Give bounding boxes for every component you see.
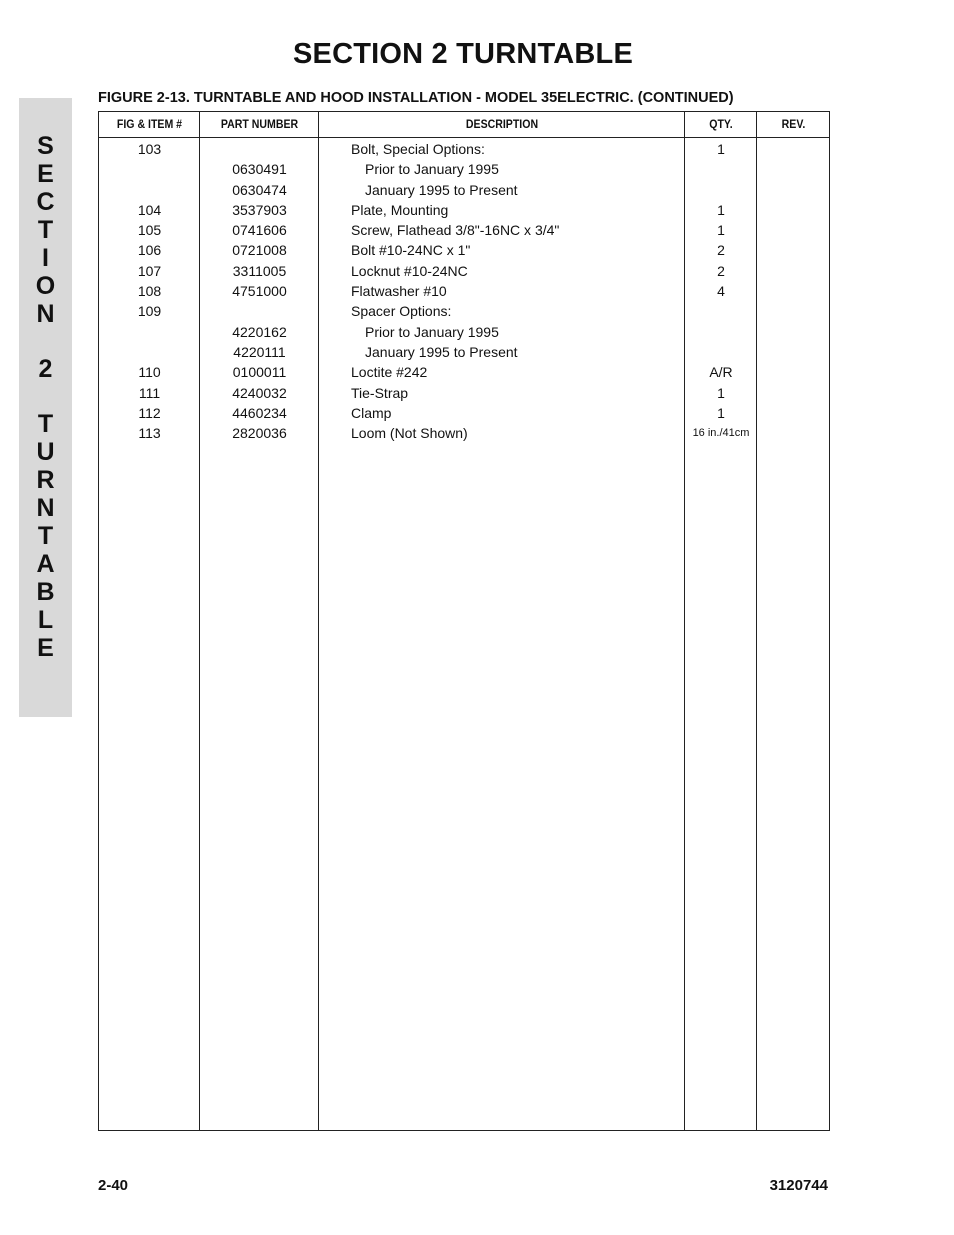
cell-part-number: 4220162 <box>232 323 287 340</box>
cell-part-number <box>200 139 319 159</box>
cell-item-number: 110 <box>138 364 161 381</box>
table-row <box>99 362 829 382</box>
table-row <box>99 281 829 301</box>
cell-item-number: 104 <box>137 201 162 218</box>
cell-quantity: A/R <box>709 364 733 381</box>
table-row <box>99 403 829 423</box>
table-row <box>99 159 829 179</box>
table-row <box>99 261 829 281</box>
cell-quantity: 1 <box>717 201 725 218</box>
cell-revision <box>757 159 830 179</box>
cell-description: Bolt, Special Options: <box>351 141 485 157</box>
cell-revision <box>757 383 830 403</box>
cell-part-number: 4240032 <box>232 384 287 401</box>
cell-part-number: 4751000 <box>232 283 287 300</box>
cell-quantity: 2 <box>717 242 725 259</box>
table-header-row <box>99 112 829 138</box>
table-row <box>99 220 829 240</box>
cell-item-number <box>99 322 200 342</box>
table-row <box>99 383 829 403</box>
table-row <box>99 301 829 321</box>
cell-part-number: 0630491 <box>232 161 287 178</box>
cell-part-number: 0630474 <box>232 181 287 198</box>
cell-description: Locknut #10-24NC <box>351 262 468 279</box>
cell-description: Clamp <box>351 404 392 421</box>
cell-description: Screw, Flathead 3/8"-16NC x 3/4" <box>351 222 560 239</box>
table-row <box>99 200 829 220</box>
cell-description: Prior to January 1995 <box>365 323 499 340</box>
side-tab-letters <box>19 132 72 662</box>
document-number: 3120744 <box>769 1177 828 1194</box>
cell-quantity: 1 <box>717 222 725 239</box>
cell-description: Plate, Mounting <box>351 201 449 218</box>
cell-revision <box>757 281 830 301</box>
side-tab-letter: L <box>37 606 54 634</box>
cell-quantity <box>685 180 757 200</box>
header-part-number: PART NUMBER <box>220 117 299 131</box>
cell-quantity: 1 <box>717 404 725 421</box>
cell-item-number <box>99 159 200 179</box>
side-tab-letter: S <box>37 132 54 160</box>
header-rev: REV. <box>781 117 806 131</box>
cell-revision <box>757 139 830 159</box>
cell-description: Bolt #10-24NC x 1" <box>351 242 471 259</box>
table-row <box>99 240 829 260</box>
cell-item-number: 111 <box>138 384 161 401</box>
side-tab-letter: I <box>42 244 49 272</box>
cell-revision <box>757 423 830 443</box>
cell-description: Tie-Strap <box>351 384 409 401</box>
cell-part-number: 4220111 <box>233 343 286 360</box>
cell-quantity: 16 in./41cm <box>692 427 750 440</box>
table-row <box>99 139 829 159</box>
table-row <box>99 322 829 342</box>
cell-item-number: 105 <box>137 222 162 239</box>
cell-item-number <box>99 180 200 200</box>
cell-description: Prior to January 1995 <box>365 161 499 178</box>
cell-item-number: 103 <box>137 141 162 157</box>
cell-part-number: 4460234 <box>232 404 287 421</box>
cell-quantity <box>685 342 757 362</box>
side-tab-letter: U <box>36 438 55 466</box>
cell-quantity <box>685 159 757 179</box>
cell-revision <box>757 322 830 342</box>
table-row <box>99 423 829 443</box>
cell-revision <box>757 301 830 321</box>
cell-revision <box>757 403 830 423</box>
cell-revision <box>757 362 830 382</box>
header-description: DESCRIPTION <box>465 117 539 131</box>
cell-revision <box>757 240 830 260</box>
cell-quantity: 1 <box>717 141 725 157</box>
side-tab-letter: A <box>36 550 55 578</box>
cell-part-number: 0741606 <box>232 222 287 239</box>
cell-item-number: 108 <box>137 283 162 300</box>
side-tab-letter: C <box>36 188 55 216</box>
cell-revision <box>757 220 830 240</box>
cell-revision <box>757 180 830 200</box>
cell-description: January 1995 to Present <box>365 343 518 360</box>
side-tab-letter: T <box>37 216 54 244</box>
cell-description: January 1995 to Present <box>365 181 518 198</box>
cell-part-number <box>200 301 319 321</box>
cell-revision <box>757 200 830 220</box>
header-fig-item: FIG & ITEM # <box>116 117 183 131</box>
cell-quantity <box>685 322 757 342</box>
cell-part-number: 2820036 <box>232 425 287 442</box>
figure-title: FIGURE 2-13. TURNTABLE AND HOOD INSTALLATION - MODEL 35ELECTRIC. (CONTINUED) <box>98 90 734 106</box>
cell-item-number: 106 <box>137 242 162 259</box>
table-body <box>99 139 829 443</box>
cell-description: Loctite #242 <box>351 364 428 381</box>
side-tab-letter: O <box>35 272 56 300</box>
cell-description: Spacer Options: <box>351 303 452 320</box>
cell-quantity: 4 <box>717 283 725 300</box>
cell-part-number: 3311005 <box>232 262 287 279</box>
section-side-tab <box>19 98 72 717</box>
page-number: 2-40 <box>98 1177 129 1194</box>
cell-item-number: 109 <box>137 303 162 320</box>
side-tab-letter: R <box>36 466 55 494</box>
side-tab-letter: N <box>36 494 55 522</box>
cell-item-number <box>99 342 200 362</box>
cell-description: Flatwasher #10 <box>351 283 447 300</box>
side-tab-letter: N <box>36 300 55 328</box>
page-title: SECTION 2 TURNTABLE <box>293 38 633 70</box>
parts-table <box>98 111 830 1131</box>
cell-item-number: 113 <box>138 425 161 442</box>
side-tab-letter: 2 <box>38 355 53 383</box>
cell-revision <box>757 342 830 362</box>
header-qty: QTY. <box>709 117 733 131</box>
cell-item-number: 107 <box>137 262 162 279</box>
side-tab-letter: B <box>36 578 55 606</box>
side-tab-letter: E <box>37 160 54 188</box>
cell-part-number: 0721008 <box>232 242 287 259</box>
cell-quantity: 2 <box>717 262 725 279</box>
table-row <box>99 180 829 200</box>
cell-quantity: 1 <box>717 384 725 401</box>
side-tab-letter: E <box>37 634 54 662</box>
cell-quantity <box>685 301 757 321</box>
side-tab-letter: T <box>37 522 54 550</box>
table-row <box>99 342 829 362</box>
side-tab-letter: T <box>37 410 54 438</box>
cell-revision <box>757 261 830 281</box>
cell-description: Loom (Not Shown) <box>351 425 468 442</box>
cell-part-number: 0100011 <box>232 364 287 381</box>
cell-item-number: 112 <box>138 404 161 421</box>
cell-part-number: 3537903 <box>232 201 287 218</box>
